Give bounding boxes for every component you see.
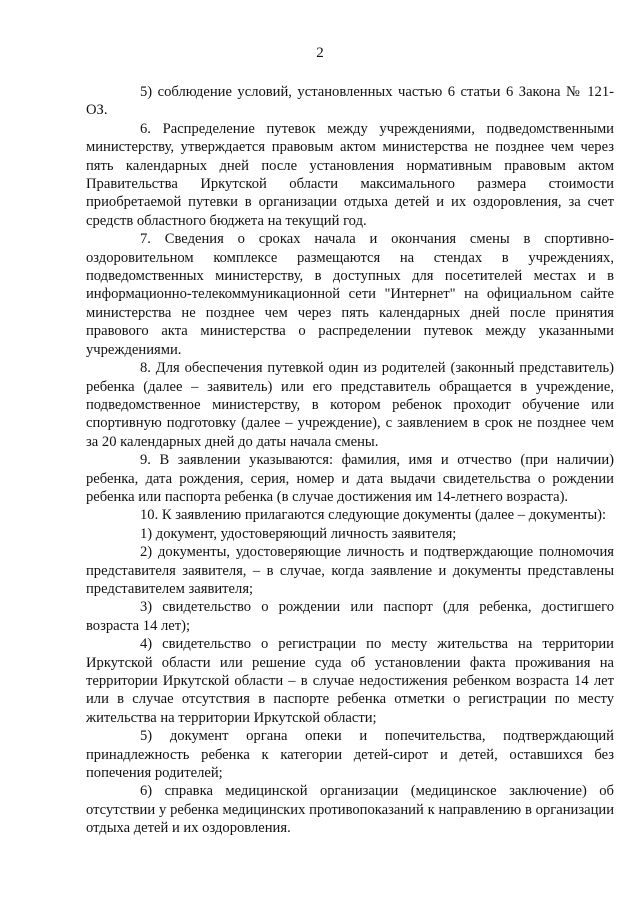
paragraph-8-application: 8. Для обеспечения путевкой один из родителей (законный представитель) ребенка (далее – заявитель) или его представитель обращается в учреждение, подведомственное министерству, в котором ребенок проходит обучение или спортивную подготовку (далее – учреждение), с заявлением в срок не позднее чем за 20 календарных дней до даты начала смены. <box>86 360 614 450</box>
list-item-2-representative: 2) документы, удостоверяющие личность и подтверждающие полномочия представителя заявителя, – в случае, когда заявление и документы представлены представителем заявителя; <box>86 544 614 597</box>
list-item-5-guardianship: 5) документ органа опеки и попечительства, подтверждающий принадлежность ребенка к категории детей-сирот и детей, оставшихся без попечения родителей; <box>86 728 614 782</box>
list-item-4-registration: 4) свидетельство о регистрации по месту жительства на территории Иркутской области или решение суда об установлении факта проживания на территории Иркутской области – в случае недостижения ребенком возраста 14 лет или в случае отсутствия в паспорте ребенка отметки о регистрации по месту жительства на территории Иркутской области; <box>86 636 614 726</box>
paragraph-6-distribution: 6. Распределение путевок между учреждениями, подведомственными министерству, утверждается правовым актом министерства не позднее чем через пять календарных дней после установления нормативным правовым актом Правительства Иркутской области максимального размера стоимости приобретаемой путевки в организации отдыха детей и их оздоровления, за счет средств областного бюджета на текущий год. <box>86 120 614 229</box>
list-item-1-identity: 1) документ, удостоверяющий личность заявителя; <box>140 525 457 542</box>
paragraph-7-information: 7. Сведения о сроках начала и окончания смены в спортивно-оздоровительном комплексе размещаются на стендах в учреждениях, подведомственных министерству, в доступных для посетителей местах и в информационно-телекоммуникационной сети "Интернет" на официальном сайте министерства не позднее чем через пять календарных дней после принятия правового акта министерства о распределении путевок между указанными учреждениями. <box>86 231 614 358</box>
document-body <box>86 83 614 838</box>
paragraph-item-5-condition: 5) соблюдение условий, установленных частью 6 статьи 6 Закона № 121-ОЗ. <box>86 84 614 119</box>
paragraph-10-documents: 10. К заявлению прилагаются следующие документы (далее – документы): <box>140 507 607 524</box>
list-item-3-birth-certificate: 3) свидетельство о рождении или паспорт (для ребенка, достигшего возраста 14 лет); <box>86 599 614 634</box>
list-item-6-medical: 6) справка медицинской организации (медицинское заключение) об отсутствии у ребенка медицинских противопоказаний к направлению в организации отдыха детей и их оздоровления. <box>86 783 614 837</box>
paragraph-9-contents: 9. В заявлении указываются: фамилия, имя и отчество (при наличии) ребенка, дата рождения, серия, номер и дата выдачи свидетельства о рождении ребенка или паспорта ребенка (в случае достижения им 14-летнего возраста). <box>86 452 614 505</box>
page-number: 2 <box>316 45 324 61</box>
